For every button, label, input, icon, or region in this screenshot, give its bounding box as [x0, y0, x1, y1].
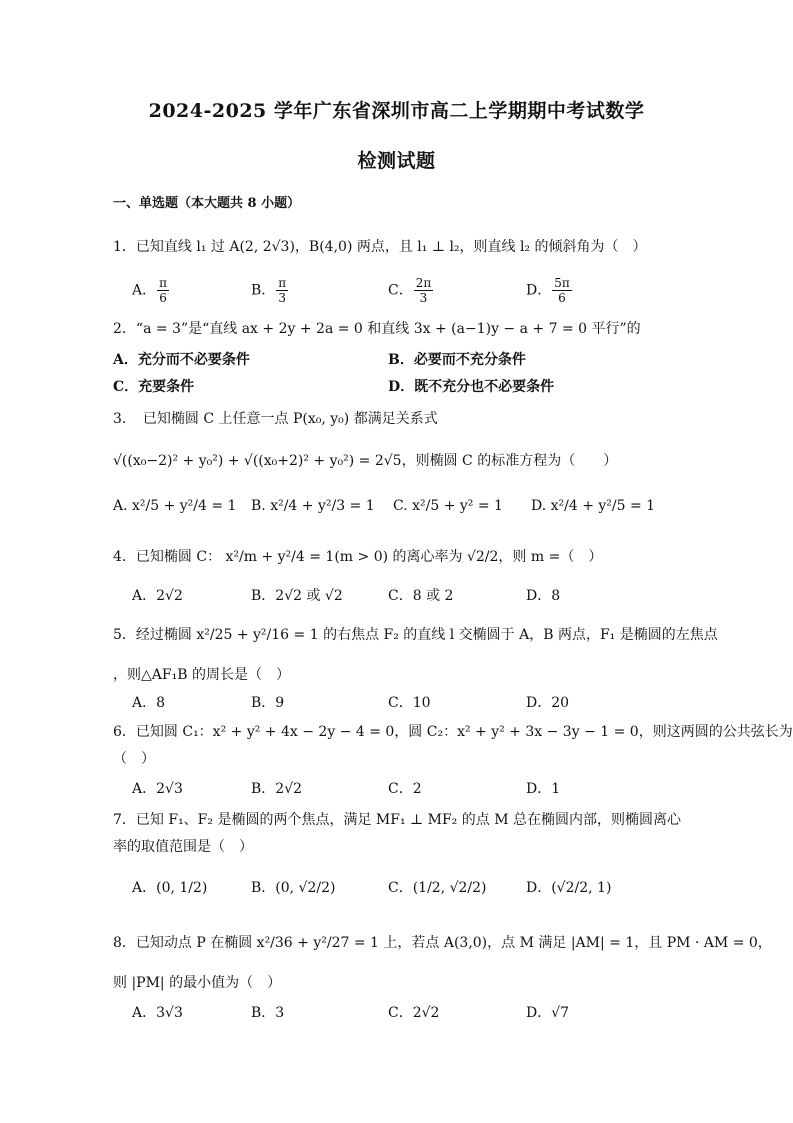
question-7-option-a: A．(0, 1/2): [132, 880, 208, 896]
question-7-stem: 7．已知 F₁、F₂ 是椭圆的两个焦点，满足 MF₁ ⊥ MF₂ 的点 M 总在椭圆内部，则椭圆离心: [113, 812, 681, 828]
question-3-option-c: C. x²/5 + y² = 1: [393, 498, 503, 514]
question-5-option-c: C．10: [388, 695, 431, 711]
question-2-option-a: A．充分而不必要条件: [113, 352, 250, 368]
question-6-stem-cont: （ ）: [113, 751, 155, 767]
question-6-option-c: C．2: [388, 781, 422, 797]
option-label: D．: [526, 282, 552, 299]
document-subtitle: 检测试题: [357, 150, 436, 172]
question-8-option-d: D．√7: [526, 1005, 570, 1021]
section-heading: 一、单选题（本大题共 8 小题）: [113, 196, 301, 211]
question-3-option-a: A. x²/5 + y²/4 = 1: [113, 498, 237, 514]
question-8-stem: 8．已知动点 P 在椭圆 x²/36 + y²/27 = 1 上，若点 A(3,0)，点 M 满足 |AM| = 1，且 PM · AM = 0，: [113, 935, 772, 951]
question-8-option-c: C．2√2: [388, 1005, 440, 1021]
option-label: B．: [251, 282, 276, 299]
option-label: A．: [132, 282, 157, 299]
option-den: 6: [558, 291, 566, 305]
question-4-option-b: B．2√2 或 √2: [251, 588, 343, 604]
document-title: 2024-2025 学年广东省深圳市高二上学期期中考试数学: [148, 100, 645, 122]
option-den: 3: [278, 291, 287, 305]
question-7-option-b: B．(0, √2/2): [251, 880, 336, 896]
option-den: 3: [419, 291, 428, 305]
question-4-option-a: A．2√2: [132, 588, 183, 604]
option-num: 2π: [415, 276, 432, 290]
question-4-option-c: C．8 或 2: [388, 588, 454, 604]
question-6-option-b: B．2√2: [251, 781, 303, 797]
option-num: π: [278, 276, 287, 290]
question-7-option-c: C．(1/2, √2/2): [388, 880, 487, 896]
question-6-option-a: A．2√3: [132, 781, 183, 797]
question-1-option-a: [132, 276, 170, 305]
question-5-option-b: B．9: [251, 695, 285, 711]
question-1-option-d: [526, 276, 573, 305]
question-5-stem: 5．经过椭圆 x²/25 + y²/16 = 1 的右焦点 F₂ 的直线 l 交椭圆于 A，B 两点，F₁ 是椭圆的左焦点: [113, 627, 718, 643]
question-3-stem: 3． 已知椭圆 C 上任意一点 P(x₀, y₀) 都满足关系式: [113, 411, 438, 427]
question-7-option-d: D．(√2/2, 1): [526, 880, 612, 896]
question-3-option-b: B. x²/4 + y²/3 = 1: [251, 498, 375, 514]
option-den: 6: [159, 291, 167, 305]
question-3-formula: √((x₀−2)² + y₀²) + √((x₀+2)² + y₀²) = 2√5，则椭圆 C 的标准方程为（ ）: [113, 453, 618, 469]
question-8-option-a: A．3√3: [132, 1005, 183, 1021]
question-1-stem: 1．已知直线 l₁ 过 A(2, 2√3)，B(4,0) 两点，且 l₁ ⊥ l₂，则直线 l₂ 的倾斜角为（ ）: [113, 239, 647, 255]
question-3-option-d: D. x²/4 + y²/5 = 1: [531, 498, 656, 514]
question-2-option-d: D．既不充分也不必要条件: [388, 379, 555, 395]
question-5-option-a: A．8: [132, 695, 166, 711]
question-1-option-b: [251, 276, 289, 305]
question-2-option-c: C．充要条件: [113, 379, 195, 395]
question-2-stem: 2．“a = 3”是“直线 ax + 2y + 2a = 0 和直线 3x + (a−1)y − a + 7 = 0 平行”的: [113, 321, 641, 337]
question-5-stem-cont: ，则△AF₁B 的周长是（ ）: [113, 667, 290, 683]
question-6-stem: 6．已知圆 C₁：x² + y² + 4x − 2y − 4 = 0，圆 C₂：x² + y² + 3x − 3y − 1 = 0，则这两圆的公共弦长为: [113, 724, 793, 740]
question-6-option-d: D．1: [526, 781, 561, 797]
option-num: π: [159, 276, 168, 290]
question-5-option-d: D．20: [526, 695, 570, 711]
question-1-option-c: [388, 276, 434, 305]
option-num: 5π: [554, 276, 570, 290]
question-4-stem: 4．已知椭圆 C： x²/m + y²/4 = 1(m > 0) 的离心率为 √2/2，则 m =（ ）: [113, 549, 603, 565]
question-8-option-b: B．3: [251, 1005, 285, 1021]
question-2-option-b: B．必要而不充分条件: [388, 352, 526, 368]
question-4-option-d: D．8: [526, 588, 561, 604]
option-label: C．: [388, 282, 413, 299]
question-7-stem-cont: 率的取值范围是（ ）: [113, 839, 253, 855]
question-8-stem-cont: 则 |PM| 的最小值为（ ）: [113, 975, 282, 991]
